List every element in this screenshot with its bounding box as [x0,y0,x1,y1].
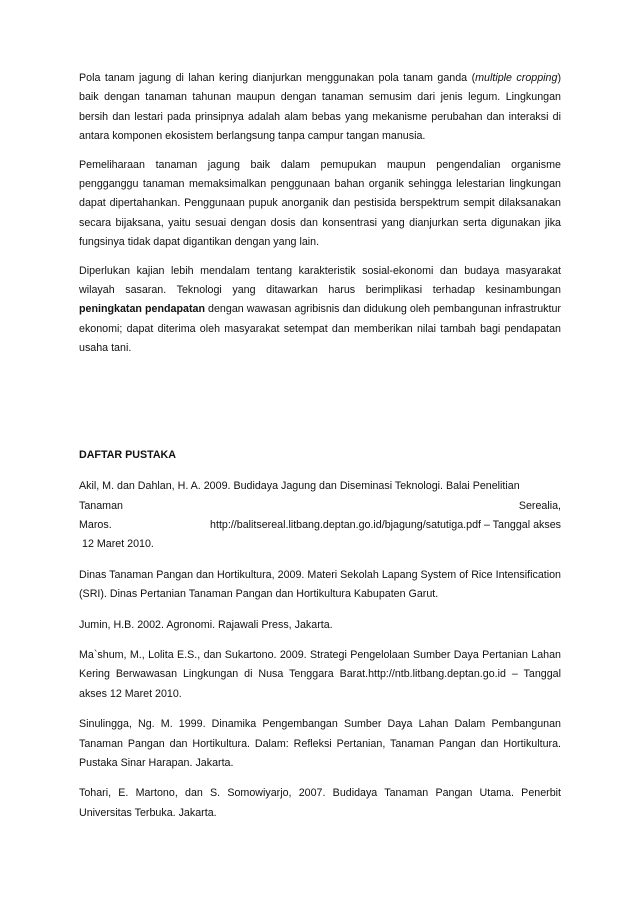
reference-sinulingga: Sinulingga, Ng. M. 1999. Dinamika Pengembangan Sumber Daya Lahan Dalam Pembangunan Tanaman Pangan dan Hortikultura. Dalam: Refleksi Pertanian, Tanaman Pangan dan Hortikultura. Pustaka Sinar Harapan. Jakarta. [79,718,561,769]
reference-tohari: Tohari, E. Martono, dan S. Somowiyarjo, 2007. Budidaya Tanaman Pangan Utama. Penerbit Universitas Terbuka. Jakarta. [79,787,561,819]
paragraph-text: dengan wawasan agribisnis dan didukung oleh pembangunan infrastruktur ekonomi; dapat diterima oleh masyarakat setempat dan memberikan nilai tambah bagi pendapatan usaha tani. [79,303,561,355]
reference-akil [79,477,561,555]
reference-mashum: Ma`shum, M., Lolita E.S., dan Sukartono. 2009. Strategi Pengelolaan Sumber Daya Pertanian Lahan Kering Berwawasan Lingkungan di Nusa Tenggara Barat.http://ntb.litbang.deptan.go.id – Tanggal akses 12 Maret 2010. [79,648,561,700]
bold-term: peningkatan pendapatan [79,303,205,316]
reference-line: 12 Maret 2010. [82,538,154,551]
document-body [79,69,561,834]
paragraph-maintenance: Pemeliharaan tanaman jagung baik dalam pemupukan maupun pengendalian organisme pengganggu tanaman memaksimalkan penggunaan bahan organik sehingga lelestarian lingkungan dapat dipertahankan. Penggunaan pupuk anorganik dan pestisida berspektrum sempit dilaksanakan secara bijaksana, yaitu sesuai dengan dosis dan konsentrasi yang dianjurkan serta digunakan jika fungsinya tidak dapat digantikan dengan yang lain. [79,158,561,249]
reference-line [79,516,561,535]
reference-line: Akil, M. dan Dahlan, H. A. 2009. Budidaya Jagung dan Diseminasi Teknologi. Balai Penelitian [79,480,520,493]
reference-text: Maros. [79,518,112,531]
paragraph-socio-economic [79,262,561,359]
reference-text: Tanaman [79,499,123,512]
reference-dinas: Dinas Tanaman Pangan dan Hortikultura, 2009. Materi Sekolah Lapang System of Rice Intensification (SRI). Dinas Pertanian Tanaman Pangan dan Hortikultura Kabupaten Garut. [79,568,561,601]
section-title-references: DAFTAR PUSTAKA [79,448,176,461]
reference-text: Serealia, [518,499,561,512]
reference-jumin: Jumin, H.B. 2002. Agronomi. Rajawali Press, Jakarta. [79,618,333,631]
blank-space [79,359,561,446]
reference-line [79,497,561,516]
italic-term: multiple cropping [475,72,558,84]
paragraph-cropping-pattern [79,69,561,147]
paragraph-text: ) baik dengan tanaman tahunan maupun dengan tanaman semusim dari jenis legum. Lingkungan bersih dan lestari pada prinsipnya adalah alam bebas yang mekanisme perubahan dan interaksi di antara komponen ekosistem berlangsung tanpa campur tangan manusia. [79,72,561,143]
reference-url-text: http://balitsereal.litbang.deptan.go.id/bjagung/satutiga.pdf – Tanggal akses [210,518,561,531]
paragraph-text: Pola tanam jagung di lahan kering dianjurkan menggunakan pola tanam ganda ( [79,72,476,84]
paragraph-text: Diperlukan kajian lebih mendalam tentang karakteristik sosial-ekonomi dan budaya masyarakat wilayah sasaran. Teknologi yang ditawarkan harus berimplikasi terhadap kesinambungan [79,264,561,297]
